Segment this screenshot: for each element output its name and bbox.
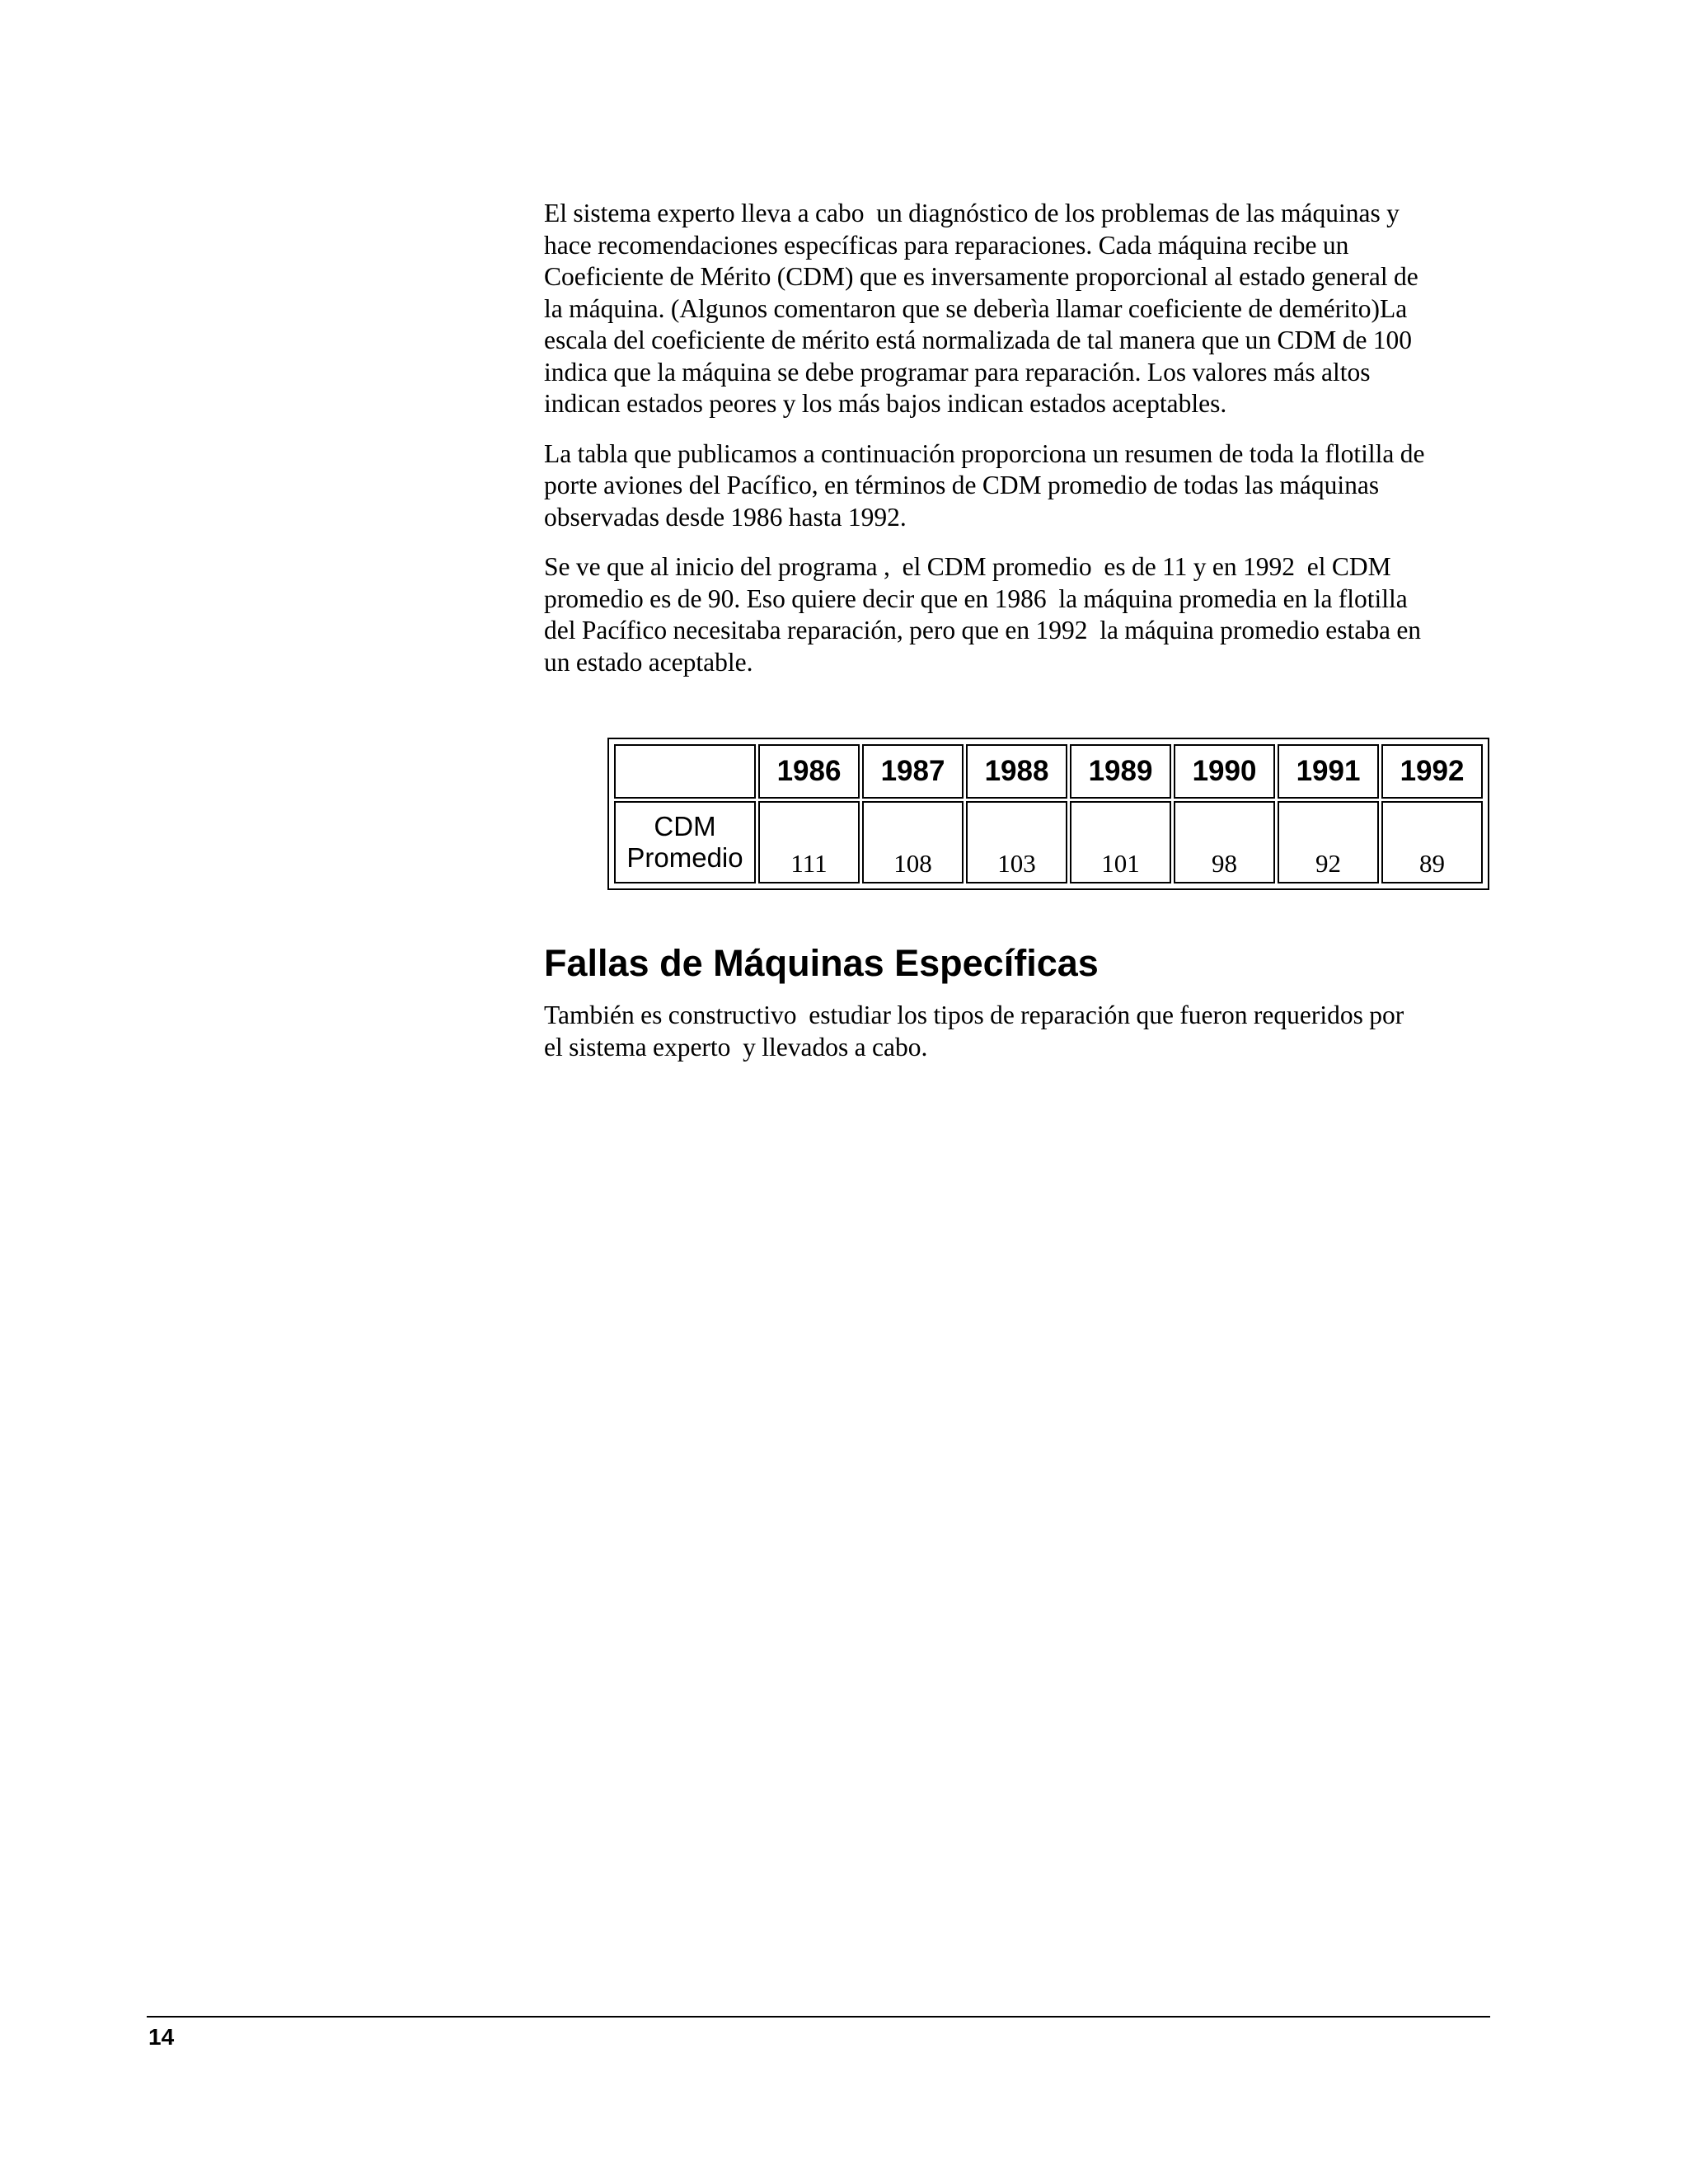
section-paragraph: También es constructivo estudiar los tipos de reparación que fueron requeridos por el sistema experto y llevados a cabo. <box>544 1001 1404 1062</box>
row-label-line-1: CDM <box>654 811 716 841</box>
year-header-cell: 1990 <box>1174 744 1275 799</box>
row-label-cell <box>614 801 756 883</box>
value-cell: 98 <box>1174 801 1275 883</box>
year-header-cell: 1987 <box>862 744 964 799</box>
value-cell: 103 <box>966 801 1067 883</box>
value-cell: 111 <box>758 801 860 883</box>
footer-rule <box>147 2016 1490 2018</box>
table-header-row <box>614 744 1483 799</box>
body-paragraph-2: La tabla que publicamos a continuación proporciona un resumen de toda la flotilla de porte aviones del Pacífico, en términos de CDM promedio de todas las máquinas observadas desde 1986 hasta 1992. <box>544 438 1425 532</box>
page-number: 14 <box>148 2024 175 2050</box>
value-cell: 89 <box>1381 801 1483 883</box>
row-label-line-2: Promedio <box>626 842 743 873</box>
value-cell: 92 <box>1278 801 1379 883</box>
body-paragraph-3: Se ve que al inicio del programa , el CDM promedio es de 11 y en 1992 el CDM promedio es de 90. Eso quiere decir que en 1986 la máquina promedia en la flotilla del Pacífico necesitaba reparación, pero que en 1992 la máquina promedio estaba en un estado aceptable. <box>544 552 1422 677</box>
body-paragraph-1: El sistema experto lleva a cabo un diagnóstico de los problemas de las máquinas y hace recomendaciones específicas para reparaciones. Cada máquina recibe un Coeficiente de Mérito (CDM) que es inversamente proporcional al estado general de la máquina. (Algunos comentaron que se deberìa llamar coeficiente de demérito)La escala del coeficiente de mérito está normalizada de tal manera que un CDM de 100 indica que la máquina se debe programar para reparación. Los valores más altos indican estados peores y los más bajos indican estados aceptables. <box>544 199 1418 418</box>
section-heading: Fallas de Máquinas Específicas <box>544 942 1099 984</box>
table-corner-cell <box>614 744 756 799</box>
value-cell: 101 <box>1070 801 1171 883</box>
cdm-table <box>612 742 1485 886</box>
year-header-cell: 1992 <box>1381 744 1483 799</box>
year-header-cell: 1988 <box>966 744 1067 799</box>
table-row <box>614 801 1483 883</box>
cdm-table-frame <box>607 738 1489 890</box>
value-cell: 108 <box>862 801 964 883</box>
page-content <box>544 198 1492 1081</box>
year-header-cell: 1991 <box>1278 744 1379 799</box>
year-header-cell: 1989 <box>1070 744 1171 799</box>
year-header-cell: 1986 <box>758 744 860 799</box>
